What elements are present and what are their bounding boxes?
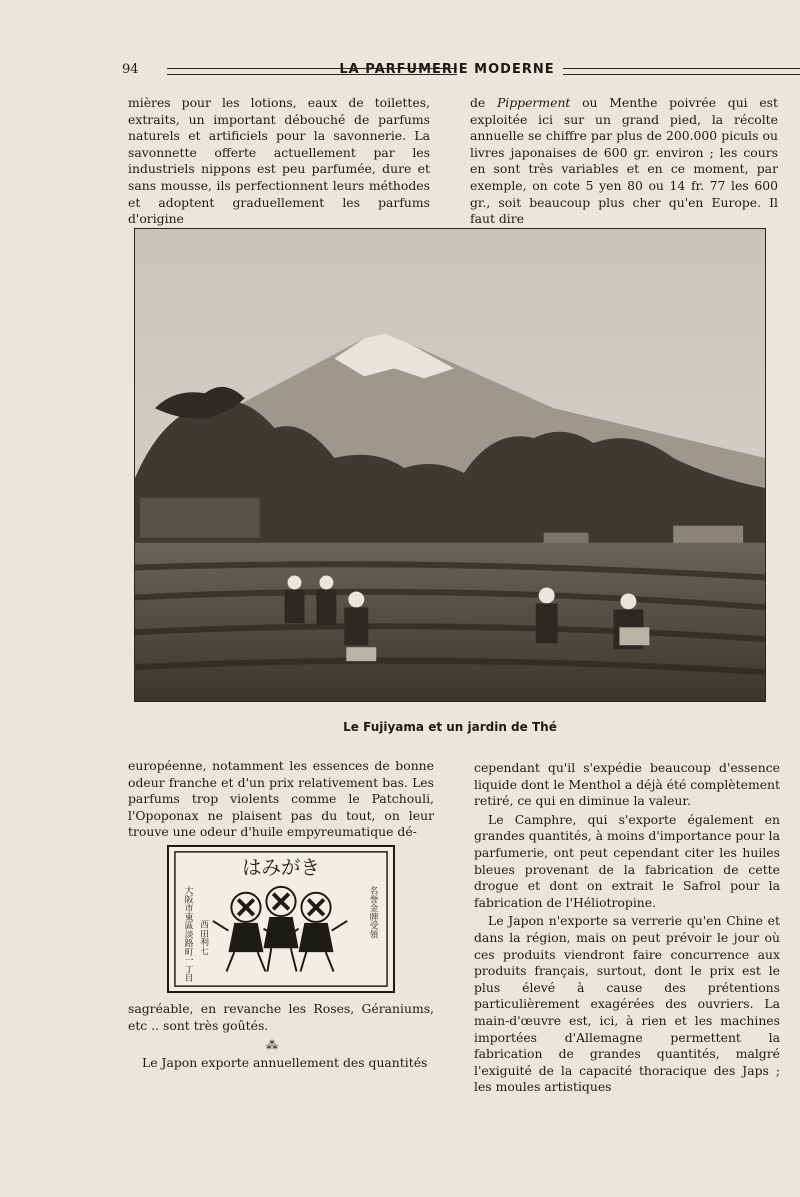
paragraph: Le Japon exporte annuellement des quantités <box>142 1055 428 1070</box>
paragraph: mières pour les lotions, eaux de toilettes, extraits, un important débouché de parfums naturels et artificiels pour la savonnerie. La savonnette offerte actuellement par les industriels nippons est peu parfumée, dure et sans mousse, ils perfectionnent leurs méthodes et adoptent graduellement les parfums d'origine <box>128 95 430 227</box>
column-bottom-right <box>474 760 780 1096</box>
column-top-right <box>470 95 778 228</box>
page-number: 94 <box>122 62 139 77</box>
column-bottom-left-lower <box>128 1001 434 1034</box>
paragraph: sagréable, en revanche les Roses, Géraniums, etc .. sont très goûtés. <box>128 1001 434 1033</box>
paragraph: de Pipperment ou Menthe poivrée qui est exploitée ici sur un grand pied, la récolte annuelle se chiffre par plus de 200.000 piculs ou livres japonaises de 600 gr. environ ; les cours en sont très variables et en ce moment, par exemple, on cote 5 yen 80 ou 14 fr. 77 les 600 gr., soit beaucoup plus cher qu'en Europe. Il faut dire <box>470 95 778 227</box>
column-bottom-left-upper <box>128 758 434 841</box>
label-left-text: 大阪市東區淡路町一丁目 <box>182 885 193 983</box>
emphasis-text: Pipperment <box>496 95 571 110</box>
label-maker-text: 西田利七 <box>198 919 209 955</box>
header-rule-right <box>563 68 800 75</box>
section-dinkus: ⁂ <box>266 1038 278 1052</box>
label-right-text: 名誉金牌受領 <box>367 885 378 939</box>
label-top-text: はみがき <box>242 856 320 880</box>
paragraph: cependant qu'il s'expédie beaucoup d'essence liquide dont le Menthol a déjà été complètement retiré, ce qui en diminue la valeur. <box>474 760 780 809</box>
column-bottom-left-final <box>128 1055 434 1072</box>
column-top-left <box>128 95 430 228</box>
toothpaste-label-illustration <box>167 845 395 993</box>
page-header <box>122 62 772 80</box>
figure-caption: Le Fujiyama et un jardin de Thé <box>343 720 557 734</box>
fujiyama-tea-garden-photo <box>134 228 766 702</box>
paragraph: Le Camphre, qui s'exporte également en grandes quantités, à moins d'importance pour la parfumerie, ont peut cependant citer les huiles bleues provenant de la fabrication de cette drogue et dont on extrait le Safrol pour la fabrication de l'Héliotropine. <box>474 811 780 910</box>
running-title: LA PARFUMERIE MODERNE <box>339 62 555 77</box>
paragraph: Le Japon n'exporte sa verrerie qu'en Chine et dans la région, mais on peut prévoir le jour où ces produits viendront faire concurrence aux produits français, surtout, dont le prix est le plus élevé à cause des prétentions particulièrement exagérées des ouvriers. La main-d'œuvre est, ici, à rien et les machines importées d'Allemagne permettent la fabrication de grandes quantités, malgré l'exiguité de la capacité thoracique des Japs ; les moules artistiques <box>474 913 780 1095</box>
paragraph: européenne, notamment les essences de bonne odeur franche et d'un prix relativement bas. Les parfums trop violents comme le Patchouli, l'Opoponax ne plaisent pas du tout, on leur trouve une odeur d'huile empyreumatique dé- <box>128 758 434 840</box>
